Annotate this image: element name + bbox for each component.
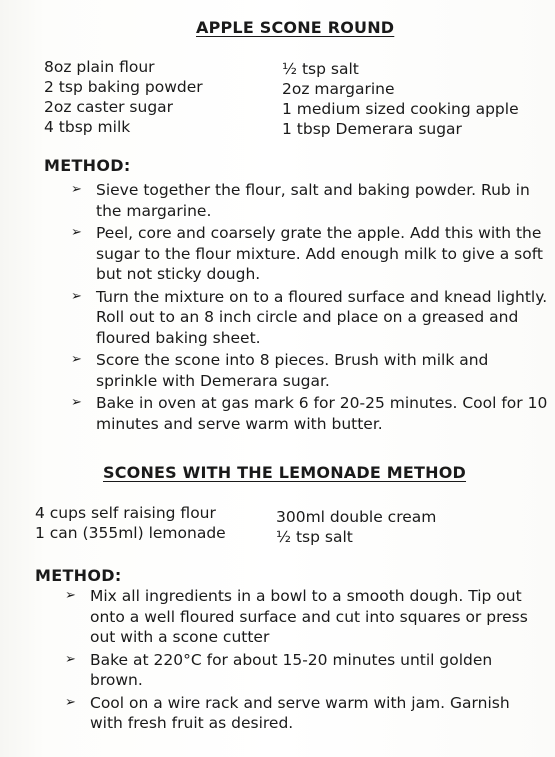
arrow-bullet-icon: ➢ bbox=[65, 694, 76, 710]
method-step bbox=[71, 223, 548, 285]
ingredient-item: 1 tbsp Demerara sugar bbox=[282, 120, 462, 138]
ingredients-column-right bbox=[276, 507, 436, 547]
recipe-title-apple-scone-round: APPLE SCONE ROUND bbox=[196, 18, 395, 37]
method-step bbox=[71, 287, 548, 349]
method-step-text: Cool on a wire rack and serve warm with jam. Garnish with fresh fruit as desired. bbox=[90, 693, 510, 732]
recipe-title-lemonade-scones: SCONES WITH THE LEMONADE METHOD bbox=[103, 463, 467, 482]
method-step bbox=[71, 350, 548, 391]
method-steps-list bbox=[71, 180, 548, 436]
ingredient-item: 300ml double cream bbox=[276, 508, 437, 526]
ingredients-column-left bbox=[35, 503, 226, 543]
method-step-text: Mix all ingredients in a bowl to a smooth dough. Tip out onto a well floured surface and cut into squares or press out with a scone cutter bbox=[90, 587, 528, 646]
method-step-text: Bake at 220°C for about 15-20 minutes until golden brown. bbox=[90, 650, 493, 689]
ingredient-item: ½ tsp salt bbox=[276, 528, 353, 546]
ingredients-column-right bbox=[282, 59, 519, 139]
method-step bbox=[71, 180, 548, 221]
arrow-bullet-icon: ➢ bbox=[71, 182, 82, 197]
method-steps-list bbox=[65, 586, 545, 736]
ingredient-item: 2oz margarine bbox=[282, 80, 395, 98]
method-step-text: Bake in oven at gas mark 6 for 20-25 minutes. Cool for 10 minutes and serve warm with butter. bbox=[96, 394, 548, 433]
method-step-text: Turn the mixture on to a floured surface and knead lightly. Roll out to an 8 inch circle and place on a greased and floured baking sheet. bbox=[96, 287, 548, 347]
ingredient-item: 1 medium sized cooking apple bbox=[282, 100, 519, 118]
arrow-bullet-icon: ➢ bbox=[71, 288, 82, 304]
ingredients-column-left bbox=[44, 57, 203, 137]
method-step-text: Sieve together the flour, salt and baking powder. Rub in the margarine. bbox=[96, 181, 530, 220]
ingredient-item: 4 cups self raising flour bbox=[35, 504, 216, 522]
arrow-bullet-icon: ➢ bbox=[65, 651, 76, 667]
ingredient-item: 2oz caster sugar bbox=[44, 98, 174, 116]
method-step bbox=[65, 586, 545, 648]
ingredient-item: 4 tbsp milk bbox=[44, 118, 131, 136]
ingredient-item: 2 tsp baking powder bbox=[44, 78, 203, 96]
method-step-text: Peel, core and coarsely grate the apple. Add this with the sugar to the flour mixture. Add enough milk to give a soft but not sticky dough. bbox=[96, 224, 543, 283]
method-step bbox=[65, 693, 545, 734]
arrow-bullet-icon: ➢ bbox=[71, 225, 82, 240]
ingredient-item: 1 can (355ml) lemonade bbox=[35, 524, 226, 542]
ingredient-item: 8oz plain flour bbox=[44, 58, 155, 76]
ingredient-item: ½ tsp salt bbox=[282, 60, 359, 78]
method-step-text: Score the scone into 8 pieces. Brush with milk and sprinkle with Demerara sugar. bbox=[96, 351, 489, 390]
method-heading: METHOD: bbox=[44, 156, 131, 175]
method-step bbox=[71, 393, 548, 434]
arrow-bullet-icon: ➢ bbox=[71, 395, 82, 410]
method-step bbox=[65, 650, 545, 691]
method-heading: METHOD: bbox=[35, 566, 122, 585]
arrow-bullet-icon: ➢ bbox=[71, 352, 82, 367]
arrow-bullet-icon: ➢ bbox=[65, 588, 76, 603]
